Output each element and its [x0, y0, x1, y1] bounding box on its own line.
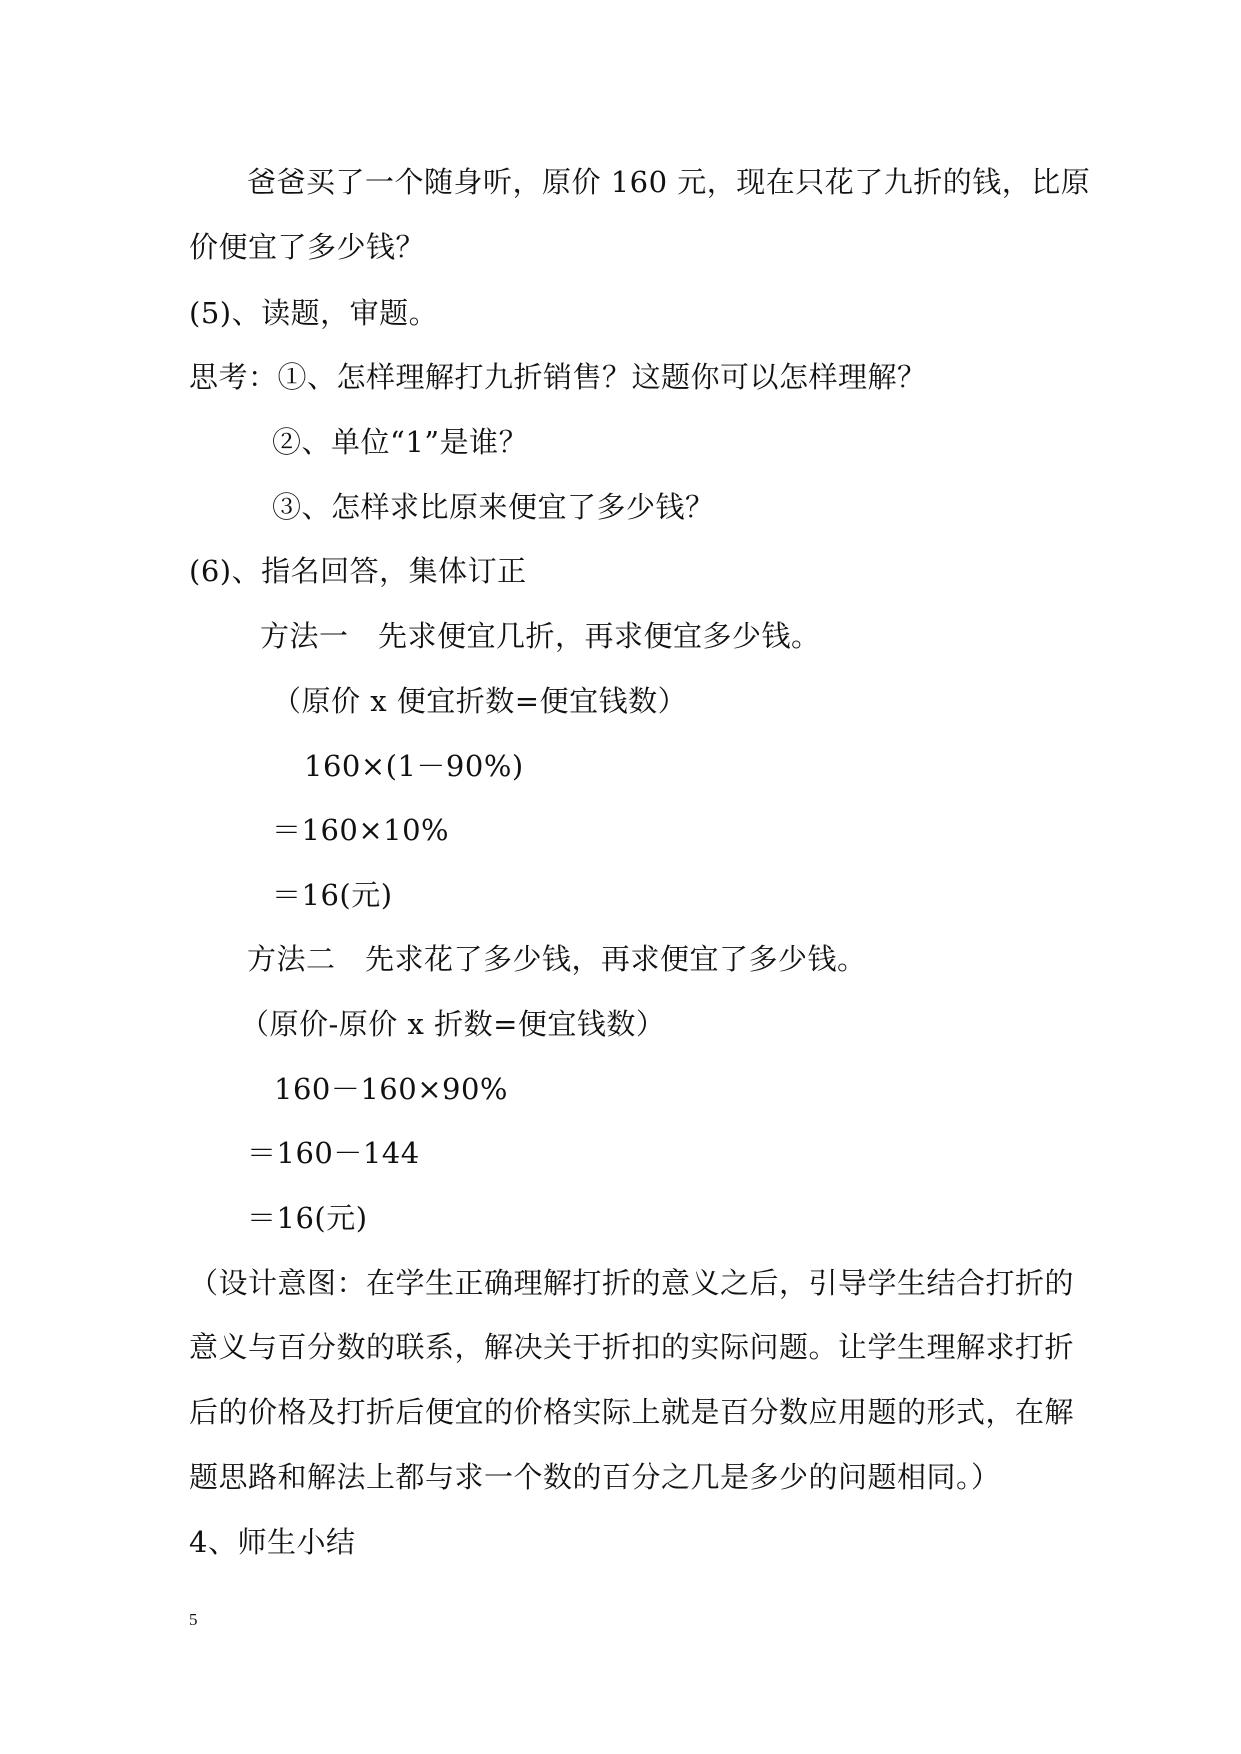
text-line: 方法二 先求花了多少钱，再求便宜了多少钱。 — [247, 942, 867, 976]
text-line: ＝16(元) — [272, 878, 393, 912]
text-line: ③、怎样求比原来便宜了多少钱？ — [272, 490, 715, 524]
text-line: 意义与百分数的联系，解决关于折扣的实际问题。让学生理解求打折 — [189, 1330, 1075, 1364]
page-number: 5 — [189, 1610, 198, 1629]
text-line: （设计意图：在学生正确理解打折的意义之后，引导学生结合打折的 — [189, 1266, 1075, 1300]
text-line: ②、单位“1”是谁？ — [272, 425, 529, 459]
text-line: 160－160×90% — [274, 1072, 508, 1106]
text-line: （原价 x 便宜折数=便宜钱数） — [272, 684, 688, 718]
text-line: ＝160－144 — [247, 1136, 420, 1170]
text-line: (5)、读题，审题。 — [189, 296, 439, 330]
text-line: 价便宜了多少钱？ — [189, 230, 426, 264]
text-line: 后的价格及打折后便宜的价格实际上就是百分数应用题的形式，在解 — [189, 1395, 1075, 1429]
text-line: 160×(1－90%) — [304, 749, 524, 783]
text-line: 爸爸买了一个随身听，原价 160 元，现在只花了九折的钱，比原 — [247, 165, 1091, 199]
text-line: ＝16(元) — [247, 1201, 368, 1235]
text-line: 题思路和解法上都与求一个数的百分之几是多少的问题相同。） — [189, 1460, 1001, 1494]
text-line: 4、师生小结 — [189, 1525, 356, 1559]
text-line: 思考：①、怎样理解打九折销售？这题你可以怎样理解？ — [189, 360, 927, 394]
text-line: （原价-原价 x 折数=便宜钱数） — [240, 1007, 666, 1041]
text-line: (6)、指名回答，集体订正 — [189, 554, 527, 588]
text-line: ＝160×10% — [272, 813, 450, 847]
text-line: 方法一 先求便宜几折，再求便宜多少钱。 — [260, 619, 821, 653]
